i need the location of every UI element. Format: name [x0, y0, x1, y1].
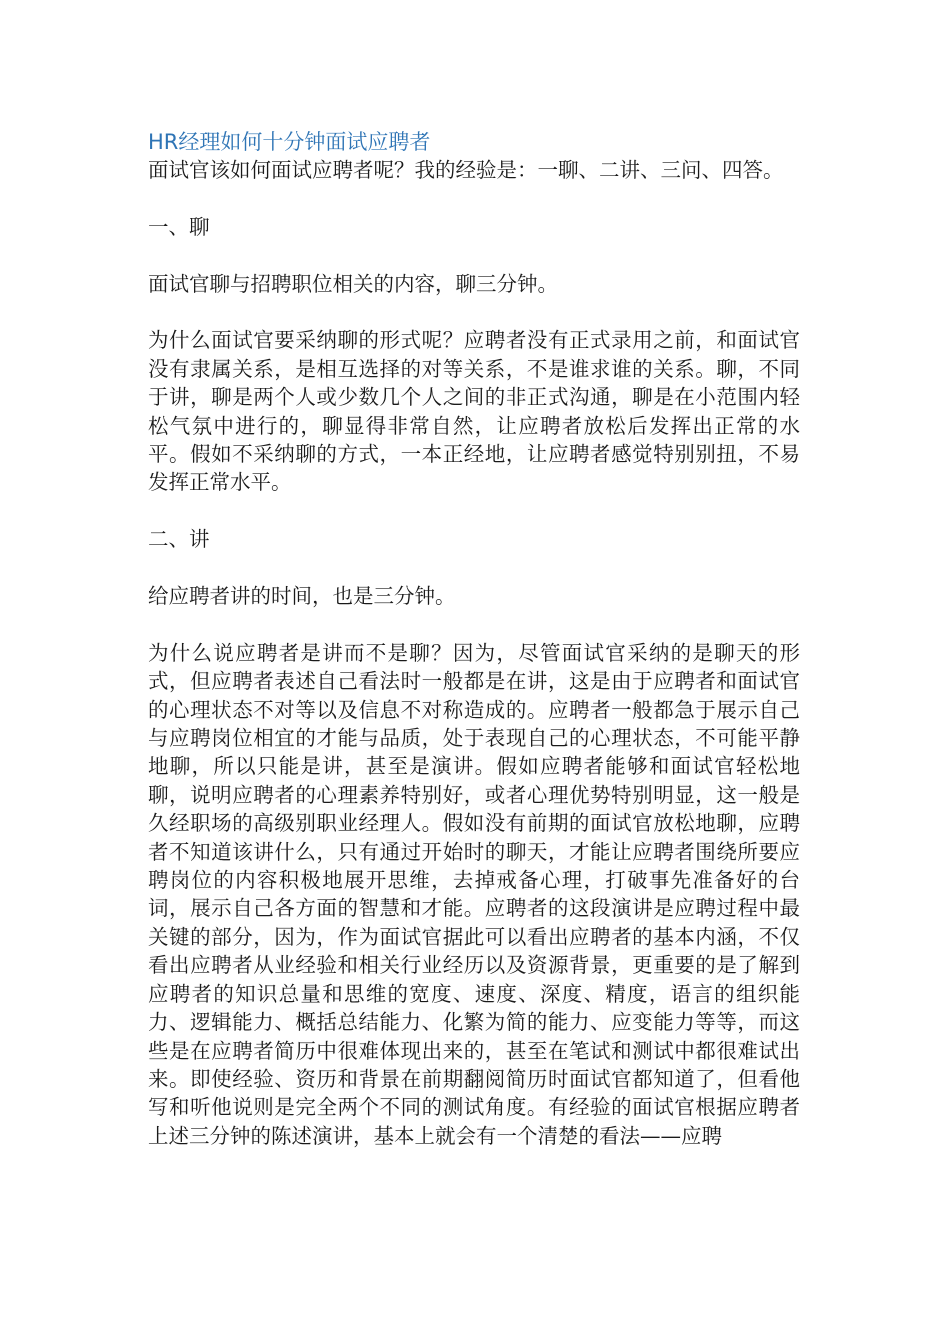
- paragraph-intro: 面试官该如何面试应聘者呢？我的经验是：一聊、二讲、三问、四答。: [148, 158, 784, 182]
- paragraph-chat-reason: 为什么面试官要采纳聊的形式呢？应聘者没有正式录用之前，和面试官没有隶属关系，是相互选择的对等关系，不是谁求谁的关系。聊，不同于讲，聊是两个人或少数几个人之间的非正式沟通，聊是在小范围内轻松气氛中进行的，聊显得非常自然，让应聘者放松后发挥出正常的水平。假如不采纳聊的方式，一本正经地，让应聘者感觉特别别扭，不易发挥正常水平。: [148, 328, 800, 495]
- paragraph-talk-duration: 给应聘者讲的时间，也是三分钟。: [148, 584, 456, 609]
- paragraph-talk-reason: 为什么说应聘者是讲而不是聊？因为，尽管面试官采纳的是聊天的形式，但应聘者表述自己看法时一般都是在讲，这是由于应聘者和面试官的心理状态不对等以及信息不对称造成的。应聘者一般都急于展示自己与应聘岗位相宜的才能与品质，处于表现自己的心理状态，不可能平静地聊，所以只能是讲，甚至是演讲。假如应聘者能够和面试官轻松地聊，说明应聘者的心理素养特别好，或者心理优势特别明显，这一般是久经职场的高级别职业经理人。假如没有前期的面试官放松地聊，应聘者不知道该讲什么，只有通过开始时的聊天，才能让应聘者围绕所要应聘岗位的内容积极地展开思维，去掉戒备心理，打破事先准备好的台词，展示自己各方面的智慧和才能。应聘者的这段演讲是应聘过程中最关键的部分，因为，作为面试官据此可以看出应聘者的基本内涵，不仅看出应聘者从业经验和相关行业经历以及资源背景，更重要的是了解到应聘者的知识总量和思维的宽度、速度、深度、精度，语言的组织能力、逻辑能力、概括总结能力、化繁为简的能力、应变能力等等，而这些是在应聘者简历中很难体现出来的，甚至在笔试和测试中都很难试出来。即使经验、资历和背景在前期翻阅简历时面试官都知道了，但看他写和听他说则是完全两个不同的测试角度。有经验的面试官根据应聘者上述三分钟的陈述演讲，基本上就会有一个清楚的看法——应聘: [148, 640, 800, 1148]
- section-heading-chat: 一、聊: [148, 214, 210, 239]
- document-body: [148, 156, 800, 1150]
- section-heading-talk: 二、讲: [148, 527, 210, 552]
- document-title: HR经理如何十分钟面试应聘者: [148, 130, 431, 154]
- paragraph-chat-duration: 面试官聊与招聘职位相关的内容，聊三分钟。: [148, 271, 558, 296]
